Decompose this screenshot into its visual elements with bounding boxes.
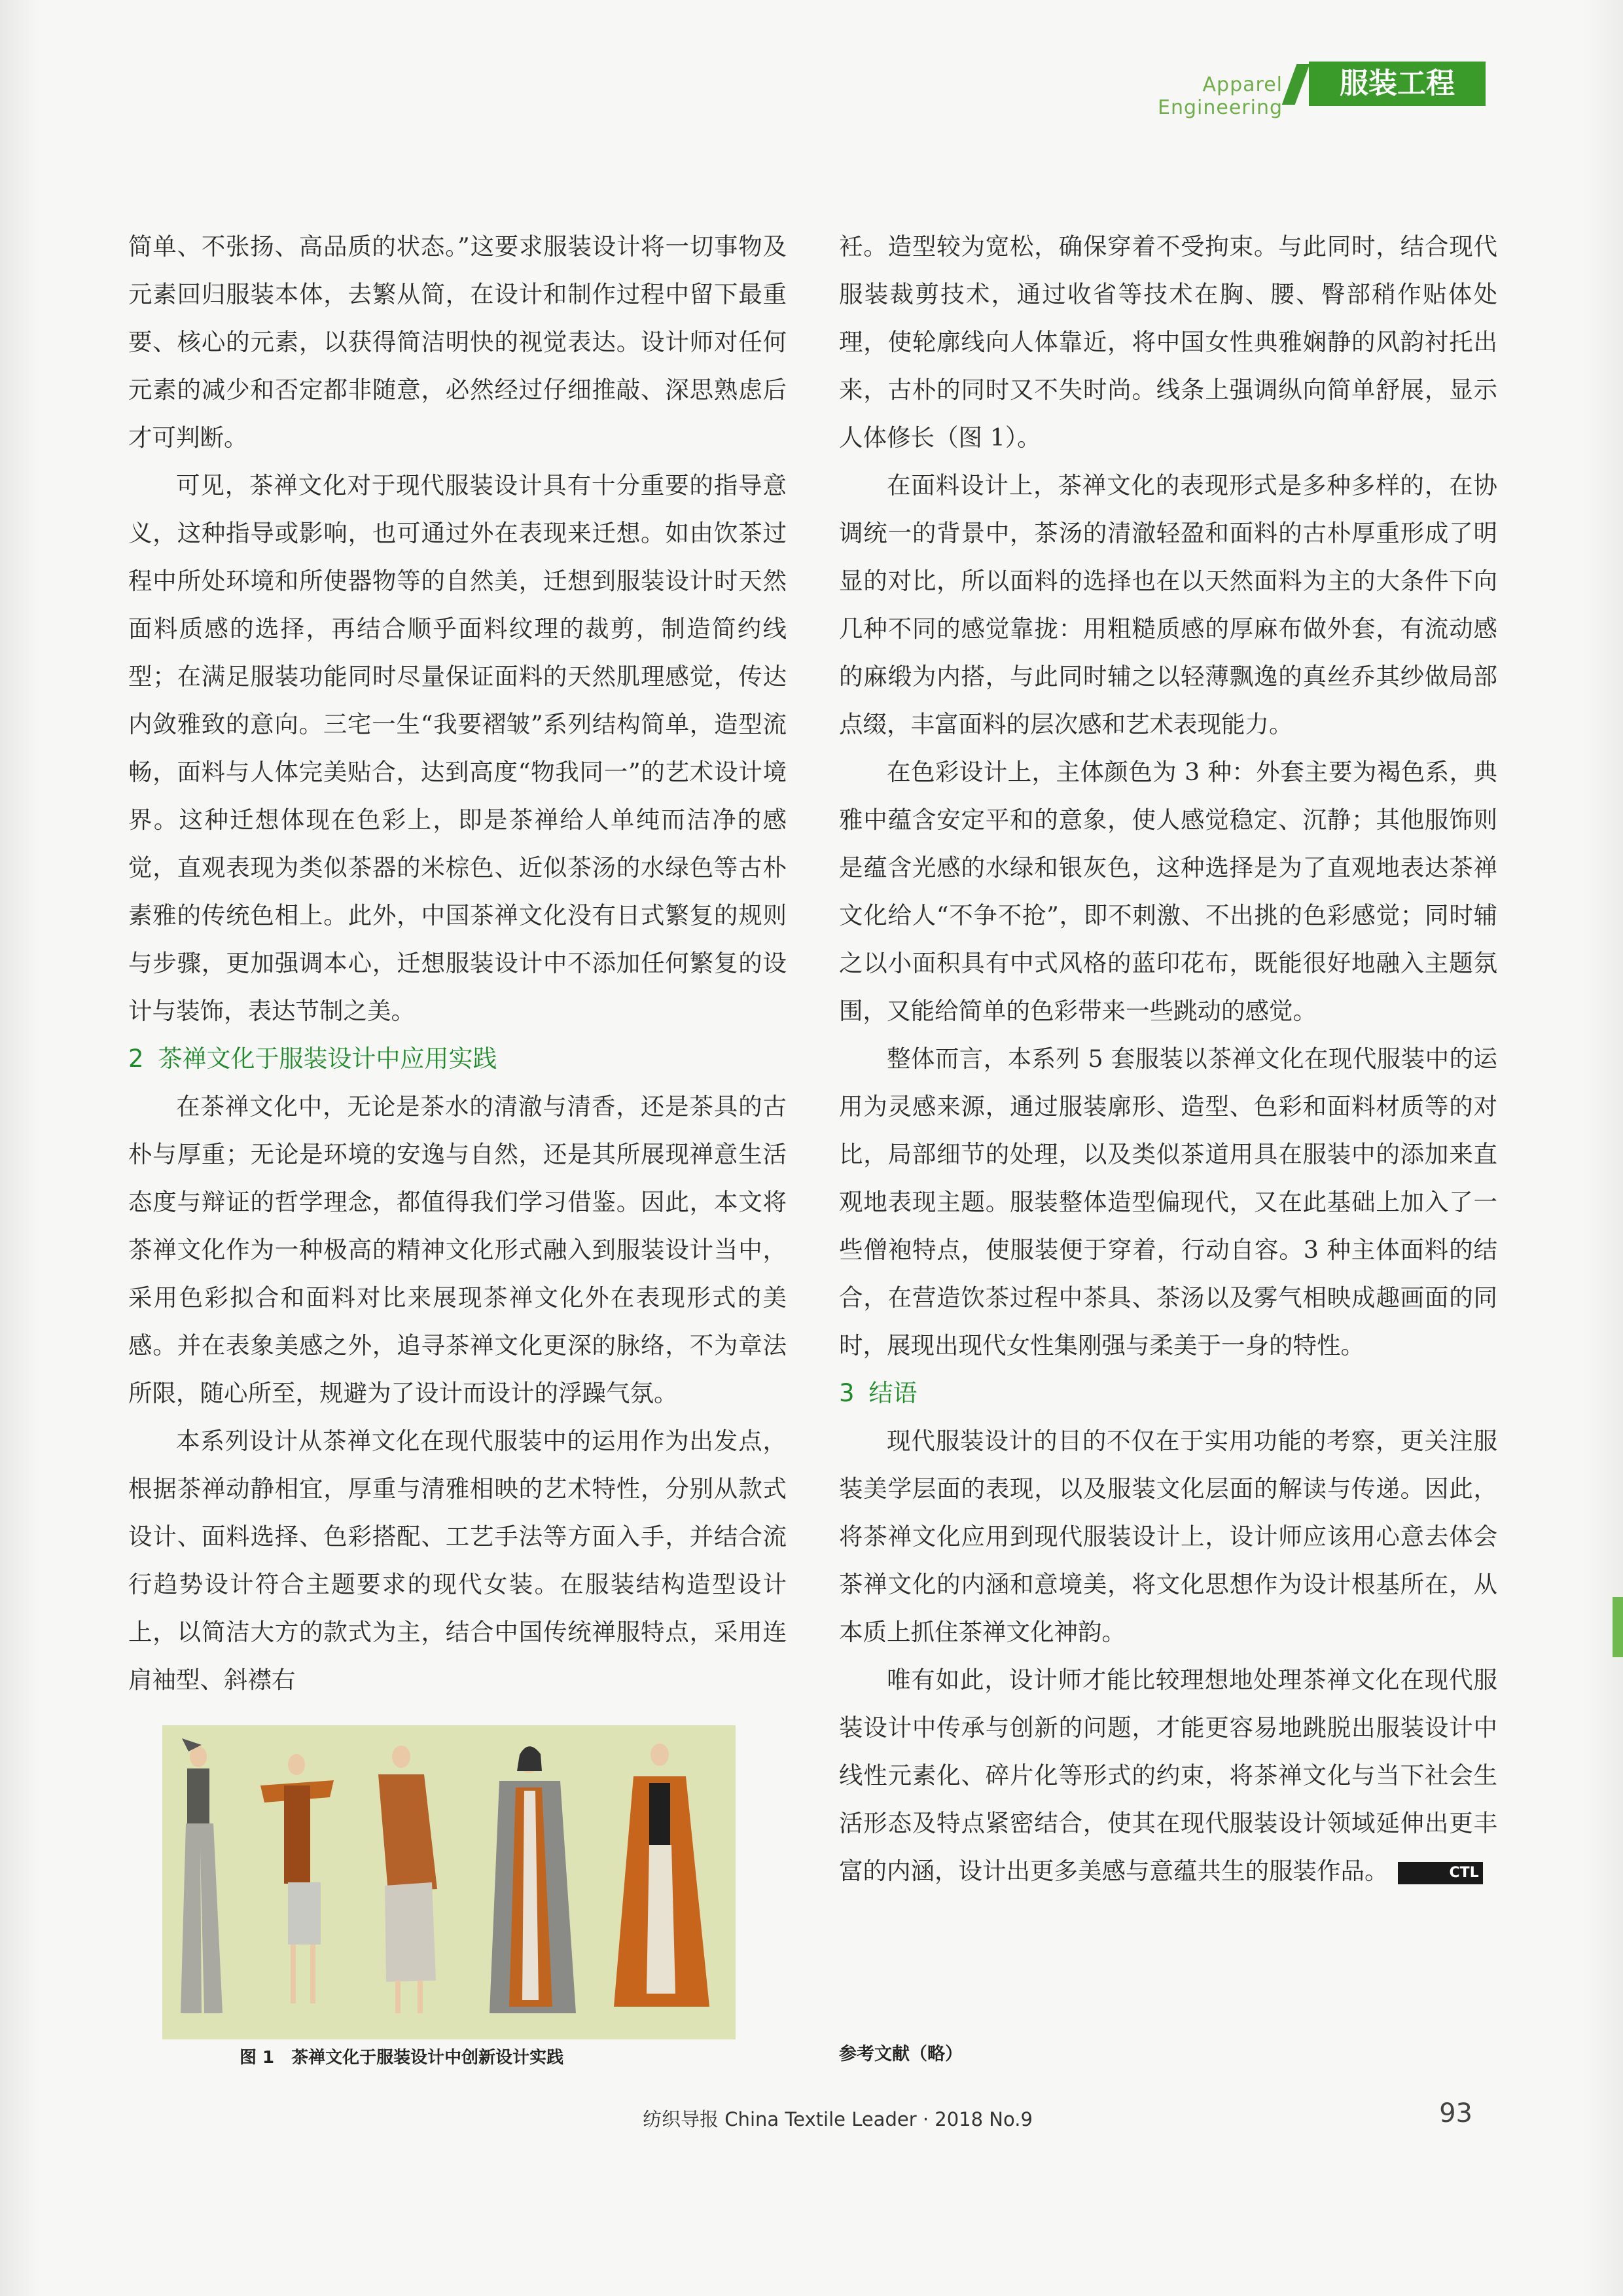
ctl-logo-badge: CTL <box>1398 1862 1483 1884</box>
right-text-column <box>839 223 1497 1895</box>
paragraph: 衽。造型较为宽松，确保穿着不受拘束。与此同时，结合现代服装裁剪技术，通过收省等技术在胸、腰、臀部稍作贴体处理，使轮廓线向人体靠近，将中国女性典雅娴静的风韵衬托出来，古朴的同时又不失时尚。线条上强调纵向简单舒展，显示人体修长（图 1）。 <box>839 232 1497 452</box>
paragraph: 现代服装设计的目的不仅在于实用功能的考察，更关注服装美学层面的表现，以及服装文化层面的解读与传递。因此，将茶禅文化应用到现代服装设计上，设计师应该用心意去体会茶禅文化的内涵和意境美，将文化思想作为设计根基所在，从本质上抓住茶禅文化神韵。 <box>839 1427 1497 1646</box>
paragraph: 简单、不张扬、高品质的状态。”这要求服装设计将一切事物及元素回归服装本体，去繁从简，在设计和制作过程中留下最重要、核心的元素，以获得简洁明快的视觉表达。设计师对任何元素的减少和否定都非随意，必然经过仔细推敲、深思熟虑后才可判断。 <box>128 232 787 452</box>
section-number: 2 <box>128 1045 144 1073</box>
journal-footer: 纺织导报 China Textile Leader · 2018 No.9 <box>643 2108 1033 2130</box>
left-text-column <box>128 223 787 1704</box>
section-number: 3 <box>839 1379 855 1407</box>
figure-fashion-illustration <box>162 1725 736 2039</box>
paragraph-text: 唯有如此，设计师才能比较理想地处理茶禅文化在现代服装设计中传承与创新的问题，才能更容易地跳脱出服装设计中线性元素化、碎片化等形式的约束，将茶禅文化与当下社会生活形态及特点紧密结合，使其在现代服装设计领域延伸出更丰富的内涵，设计出更多美感与意蕴共生的服装作品。 <box>839 1666 1497 1885</box>
figure-2 <box>260 1754 334 2003</box>
page-number: 93 <box>1439 2098 1472 2128</box>
figure-1 <box>181 1738 223 2013</box>
section-heading-2 <box>128 1035 787 1083</box>
figure-4 <box>490 1746 576 2013</box>
references-note: 参考文献（略） <box>839 2044 963 2064</box>
paragraph: 整体而言，本系列 5 套服装以茶禅文化在现代服装中的运用为灵感来源，通过服装廓形、造型、色彩和面料材质等的对比，局部细节的处理，以及类似茶道用具在服装中的添加来直观地表现主题。服装整体造型偏现代，又在此基础上加入了一些僧袍特点，使服装便于穿着，行动自容。3 种主体面料的结合，在营造饮茶过程中茶具、茶汤以及雾气相映成趣画面的同时，展现出现代女性集刚强与柔美于一身的特性。 <box>839 1045 1497 1359</box>
paragraph <box>839 1656 1497 1895</box>
figure-5 <box>614 1744 709 2007</box>
figure-3 <box>378 1746 437 2013</box>
paragraph: 本系列设计从茶禅文化在现代服装中的运用作为出发点，根据茶禅动静相宜，厚重与清雅相映的艺术特性，分别从款式设计、面料选择、色彩搭配、工艺手法等方面入手，并结合流行趋势设计符合主题要求的现代女装。在服装结构造型设计上，以简洁大方的款式为主，结合中国传统禅服特点，采用连肩袖型、斜襟右 <box>128 1427 787 1694</box>
section-name-english: Apparel Engineering <box>1158 73 1283 119</box>
section-title: 结语 <box>868 1379 918 1407</box>
paragraph: 在色彩设计上，主体颜色为 3 种：外套主要为褐色系，典雅中蕴含安定平和的意象，使人感觉稳定、沉静；其他服饰则是蕴含光感的水绿和银灰色，这种选择是为了直观地表达茶禅文化给人“不争不抢”，即不刺激、不出挑的色彩感觉；同时辅之以小面积具有中式风格的蓝印花布，既能很好地融入主题氛围，又能给简单的色彩带来一些跳动的感觉。 <box>839 758 1497 1025</box>
paragraph: 在茶禅文化中，无论是茶水的清澈与清香，还是茶具的古朴与厚重；无论是环境的安逸与自然，还是其所展现禅意生活态度与辩证的哲学理念，都值得我们学习借鉴。因此，本文将茶禅文化作为一种极高的精神文化形式融入到服装设计当中，采用色彩拟合和面料对比来展现茶禅文化外在表现形式的美感。并在表象美感之外，追寻茶禅文化更深的脉络，不为章法所限，随心所至，规避为了设计而设计的浮躁气氛。 <box>128 1092 787 1407</box>
figure-caption: 图 1 茶禅文化于服装设计中创新设计实践 <box>240 2048 564 2068</box>
fashion-figures-svg <box>162 1725 736 2039</box>
page-edge-tab <box>1613 1597 1623 1657</box>
paragraph: 可见，茶禅文化对于现代服装设计具有十分重要的指导意义，这种指导或影响，也可通过外在表现来迁想。如由饮茶过程中所处环境和所使器物等的自然美，迁想到服装设计时天然面料质感的选择，再结合顺乎面料纹理的裁剪，制造简约线型；在满足服装功能同时尽量保证面料的天然肌理感觉，传达内敛雅致的意向。三宅一生“我要褶皱”系列结构简单，造型流畅，面料与人体完美贴合，达到高度“物我同一”的艺术设计境界。这种迁想体现在色彩上，即是茶禅给人单纯而洁净的感觉，直观表现为类似茶器的米棕色、近似茶汤的水绿色等古朴素雅的传统色相上。此外，中国茶禅文化没有日式繁复的规则与步骤，更加强调本心，迁想服装设计中不添加任何繁复的设计与装饰，表达节制之美。 <box>128 471 787 1025</box>
section-title: 茶禅文化于服装设计中应用实践 <box>158 1045 497 1073</box>
section-name-chinese: 服装工程 <box>1309 62 1486 106</box>
paragraph: 在面料设计上，茶禅文化的表现形式是多种多样的，在协调统一的背景中，茶汤的清澈轻盈和面料的古朴厚重形成了明显的对比，所以面料的选择也在以天然面料为主的大条件下向几种不同的感觉靠拢：用粗糙质感的厚麻布做外套，有流动感的麻缎为内搭，与此同时辅之以轻薄飘逸的真丝乔其纱做局部点缀，丰富面料的层次感和艺术表现能力。 <box>839 471 1497 738</box>
section-heading-3 <box>839 1369 1497 1417</box>
